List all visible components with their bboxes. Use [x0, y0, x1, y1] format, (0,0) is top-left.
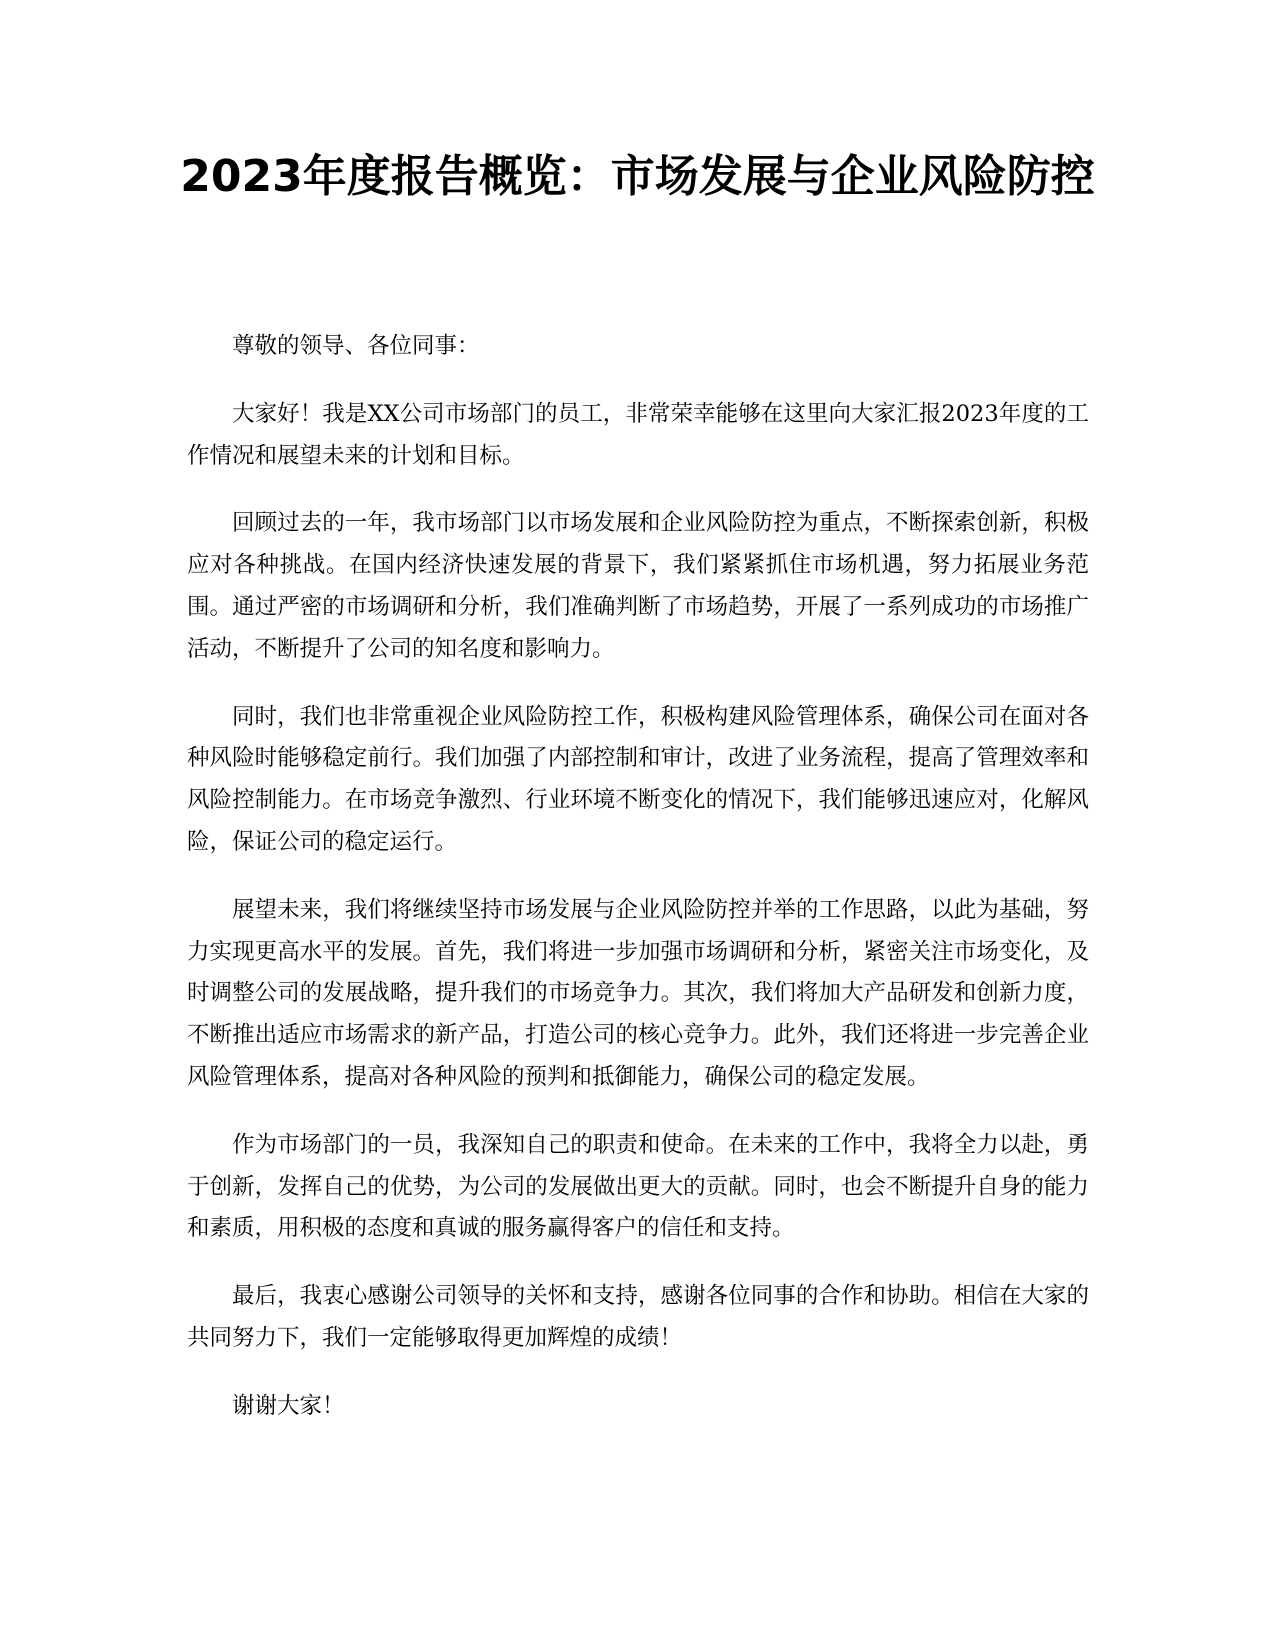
document-body: [187, 326, 1089, 1454]
paragraph-review: 回顾过去的一年，我市场部门以市场发展和企业风险防控为重点，不断探索创新，积极应对各种挑战。在国内经济快速发展的背景下，我们紧紧抓住市场机遇，努力拓展业务范围。通过严密的市场调研和分析，我们准确判断了市场趋势，开展了一系列成功的市场推广活动，不断提升了公司的知名度和影响力。: [187, 510, 1089, 662]
paragraph-salutation: 尊敬的领导、各位同事：: [232, 333, 480, 359]
paragraph-greeting: 大家好！我是XX公司市场部门的员工，非常荣幸能够在这里向大家汇报2023年度的工作情况和展望未来的计划和目标。: [187, 400, 1089, 469]
document-title: 2023年度报告概览：市场发展与企业风险防控: [180, 151, 1095, 202]
paragraph-outlook: 展望未来，我们将继续坚持市场发展与企业风险防控并举的工作思路，以此为基础，努力实现更高水平的发展。首先，我们将进一步加强市场调研和分析，紧密关注市场变化，及时调整公司的发展战略，提升我们的市场竞争力。其次，我们将加大产品研发和创新力度，不断推出适应市场需求的新产品，打造公司的核心竞争力。此外，我们还将进一步完善企业风险管理体系，提高对各种风险的预判和抵御能力，确保公司的稳定发展。: [187, 896, 1089, 1090]
paragraph-commitment: 作为市场部门的一员，我深知自己的职责和使命。在未来的工作中，我将全力以赴，勇于创新，发挥自己的优势，为公司的发展做出更大的贡献。同时，也会不断提升自身的能力和素质，用积极的态度和真诚的服务赢得客户的信任和支持。: [187, 1131, 1089, 1242]
paragraph-risk-control: 同时，我们也非常重视企业风险防控工作，积极构建风险管理体系，确保公司在面对各种风险时能够稳定前行。我们加强了内部控制和审计，改进了业务流程，提高了管理效率和风险控制能力。在市场竞争激烈、行业环境不断变化的情况下，我们能够迅速应对，化解风险，保证公司的稳定运行。: [187, 703, 1089, 855]
paragraph-thanks: 最后，我衷心感谢公司领导的关怀和支持，感谢各位同事的合作和协助。相信在大家的共同努力下，我们一定能够取得更加辉煌的成绩！: [187, 1283, 1089, 1351]
paragraph-closing: 谢谢大家！: [232, 1392, 345, 1419]
